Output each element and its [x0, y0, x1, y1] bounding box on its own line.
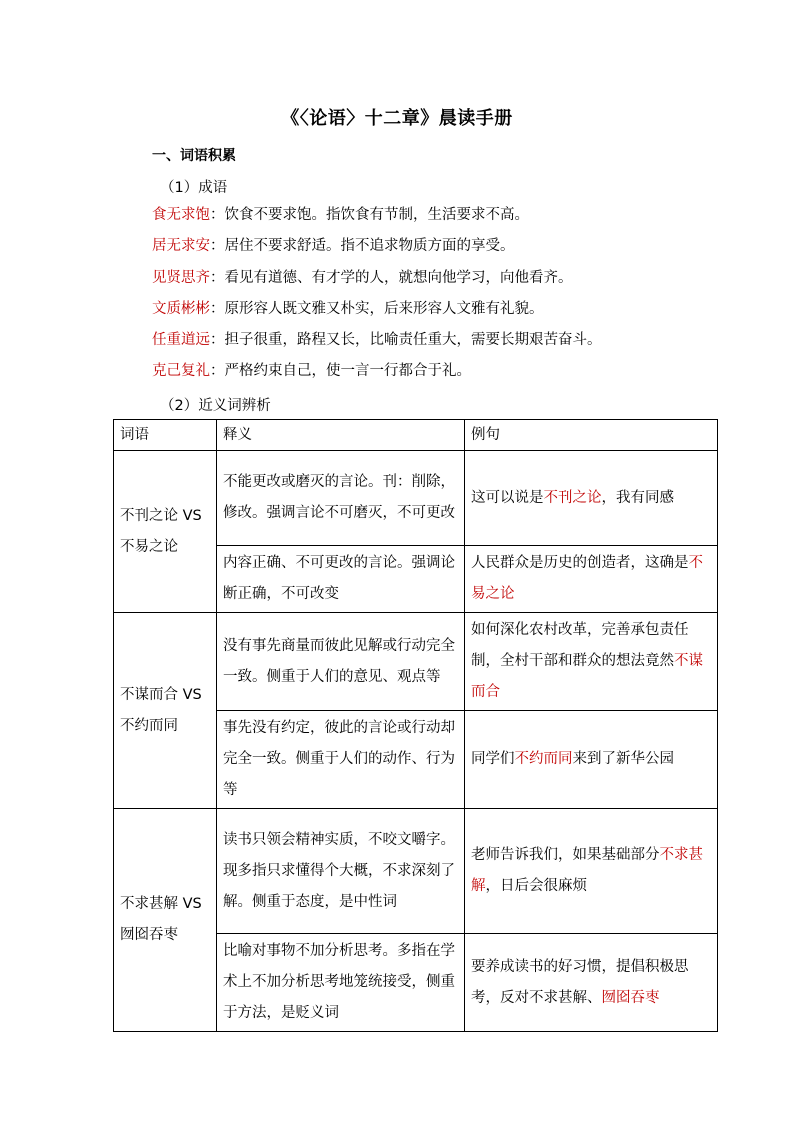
idiom-term: 居无求安 [152, 238, 210, 255]
table-row [114, 451, 718, 546]
idiom-separator: ： [210, 238, 225, 255]
example-cell [465, 613, 718, 711]
idiom-separator: ： [210, 269, 225, 286]
idiom-definition: 居住不要求舒适。指不追求物质方面的享受。 [224, 238, 515, 255]
section-heading-vocabulary: 一、词语积累 [152, 148, 236, 164]
meaning-cell: 比喻对事物不加分析思考。多指在学术上不加分析思考地笼统接受，侧重于方法，是贬义词 [217, 934, 465, 1032]
idiom-term: 文质彬彬 [152, 300, 210, 317]
idiom-definition: 担子很重，路程又长，比喻责任重大，需要长期艰苦奋斗。 [224, 332, 602, 349]
idiom-item [152, 267, 712, 298]
example-cell [465, 451, 718, 546]
idiom-item [152, 204, 712, 235]
idiom-separator: ： [210, 332, 225, 349]
table-header-row [114, 420, 718, 451]
meaning-cell: 不能更改或磨灭的言论。刊：削除，修改。强调言论不可磨灭，不可更改 [217, 451, 465, 546]
word-b: 不约而同 [120, 717, 178, 734]
example-text: ，日后会很麻烦 [485, 878, 587, 894]
example-text: 要养成读书的好习惯，提倡积极思考，反对不求甚解、 [471, 958, 689, 1006]
subheading-synonyms: （2）近义词辨析 [160, 398, 271, 414]
example-cell [465, 809, 718, 934]
example-term: 囫囵吞枣 [601, 989, 660, 1006]
meaning-cell: 没有事先商量而彼此见解或行动完全一致。侧重于人们的意见、观点等 [217, 613, 465, 711]
table-row [114, 613, 718, 711]
subheading-idioms: （1）成语 [160, 180, 228, 196]
meaning-cell: 内容正确、不可更改的言论。强调论断正确，不可改变 [217, 546, 465, 613]
example-text: 老师告诉我们，如果基础部分 [471, 847, 660, 863]
example-term: 不刊之论 [543, 489, 602, 506]
idiom-term: 食无求饱 [152, 207, 210, 223]
example-cell [465, 711, 718, 809]
example-term: 不谋而合 [471, 653, 703, 700]
example-cell [465, 546, 718, 613]
word-a: 不谋而合 VS [120, 686, 202, 703]
example-term: 不易之论 [471, 555, 703, 602]
example-text: ，我有同感 [601, 489, 674, 506]
synonym-table [113, 419, 718, 1032]
idiom-separator: ： [210, 363, 225, 380]
word-b: 囫囵吞枣 [120, 927, 178, 943]
idiom-term: 克己复礼 [152, 363, 210, 380]
example-term: 不约而同 [514, 751, 573, 767]
idiom-list [152, 204, 712, 392]
word-pair-cell [114, 809, 217, 1032]
meaning-cell: 读书只领会精神实质，不咬文嚼字。现多指只求懂得个大概，不求深刻了解。侧重于态度，是中性词 [217, 809, 465, 934]
word-pair-cell [114, 613, 217, 809]
meaning-cell: 事先没有约定，彼此的言论或行动却完全一致。侧重于人们的动作、行为等 [217, 711, 465, 809]
example-text: 人民群众是历史的创造者，这确是 [471, 555, 689, 571]
idiom-item [152, 235, 712, 266]
idiom-item [152, 360, 712, 391]
word-a: 不刊之论 VS [120, 507, 202, 524]
example-cell [465, 934, 718, 1032]
idiom-definition: 严格约束自己，使一言一行都合于礼。 [224, 363, 471, 380]
example-text: 来到了新华公园 [572, 751, 674, 767]
word-a: 不求甚解 VS [120, 896, 202, 912]
header-meaning: 释义 [217, 420, 465, 451]
idiom-definition: 看见有道德、有才学的人，就想向他学习，向他看齐。 [224, 269, 573, 286]
example-text: 同学们 [471, 751, 515, 767]
idiom-term: 见贤思齐 [152, 269, 210, 286]
idiom-separator: ： [210, 300, 225, 317]
example-text: 这可以说是 [471, 489, 544, 506]
word-b: 不易之论 [120, 538, 178, 555]
word-pair-cell [114, 451, 217, 613]
header-word: 词语 [114, 420, 217, 451]
header-example: 例句 [465, 420, 718, 451]
idiom-term: 任重道远 [152, 332, 210, 349]
document-title: 《〈论语〉十二章》晨读手册 [281, 108, 513, 129]
idiom-item [152, 329, 712, 360]
example-term: 不求甚解 [471, 847, 703, 894]
example-text: 如何深化农村改革，完善承包责任制，全村干部和群众的想法竟然 [471, 622, 689, 669]
idiom-item [152, 298, 712, 329]
idiom-definition: 饮食不要求饱。指饮食有节制，生活要求不高。 [224, 207, 529, 223]
idiom-definition: 原形容人既文雅又朴实，后来形容人文雅有礼貌。 [224, 300, 544, 317]
idiom-separator: ： [210, 207, 225, 223]
table-row [114, 809, 718, 934]
